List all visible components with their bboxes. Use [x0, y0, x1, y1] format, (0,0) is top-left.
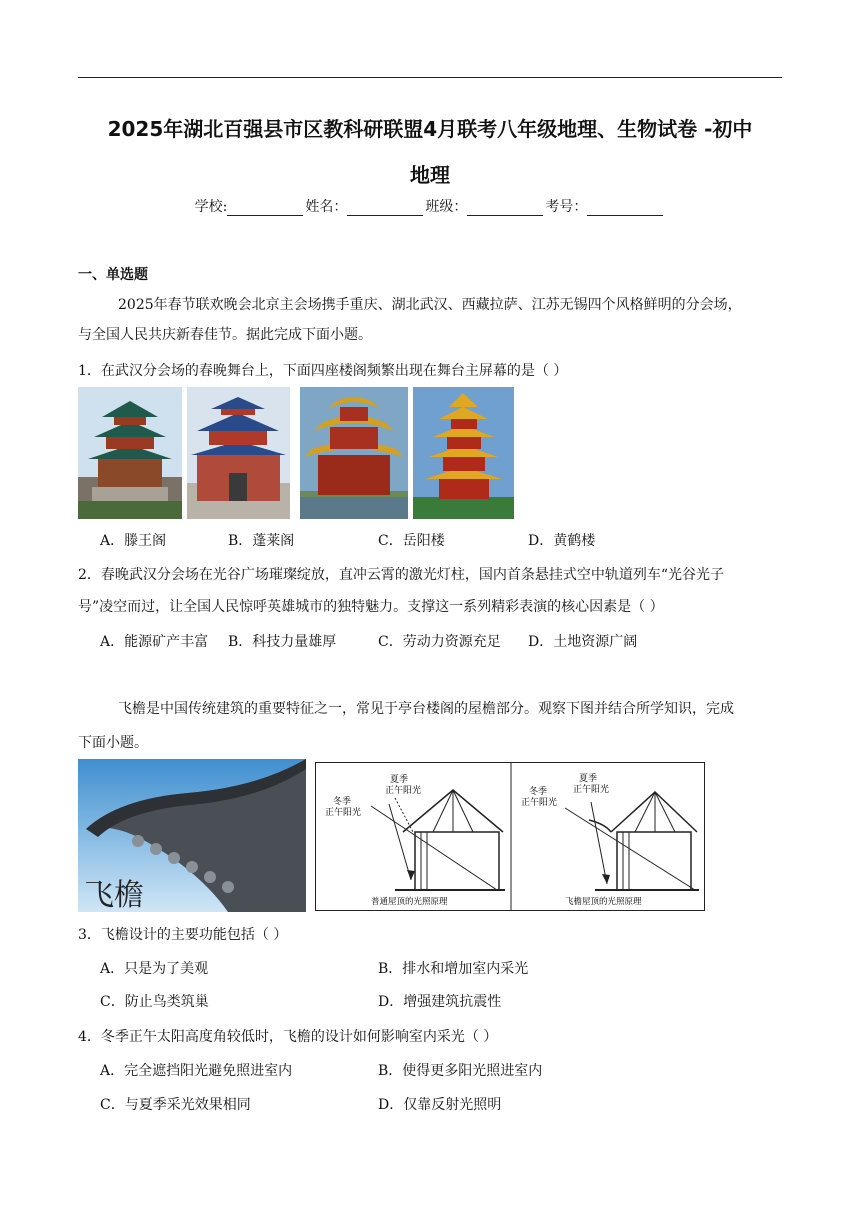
school-label: 学校:: [194, 199, 228, 215]
class-blank[interactable]: [467, 201, 543, 216]
eave-photo-label: 飞檐: [84, 878, 144, 912]
q1-option-c[interactable]: C．岳阳楼: [378, 533, 445, 549]
school-blank[interactable]: [227, 201, 303, 216]
section-heading: 一、单选题: [78, 267, 148, 283]
q1-option-d[interactable]: D．黄鹤楼: [528, 533, 596, 549]
name-blank[interactable]: [347, 201, 423, 216]
q4-stem: 4．冬季正午太阳高度角较低时，飞檐的设计如何影响室内采光（ ）: [78, 1029, 498, 1045]
student-info-line: [0, 196, 860, 216]
exam-no-label: 考号：: [545, 199, 588, 215]
left-winter-label: 冬季: [333, 797, 352, 807]
q4-option-b[interactable]: B．使得更多阳光照进室内: [378, 1063, 543, 1079]
q1-option-a[interactable]: A．滕王阁: [100, 533, 167, 549]
class-label: 班级：: [425, 199, 468, 215]
q4-option-a[interactable]: A．完全遮挡阳光避免照进室内: [100, 1063, 293, 1079]
left-winter-label2: 正午阳光: [325, 808, 362, 818]
name-label: 姓名：: [305, 199, 348, 215]
q2-option-b[interactable]: B．科技力量雄厚: [228, 634, 337, 650]
yellow-crane-tower-photo: [413, 387, 514, 519]
q3-stem: 3．飞檐设计的主要功能包括（ ）: [78, 927, 288, 943]
penglai-pavilion-photo: [187, 387, 290, 519]
right-summer-label2: 正午阳光: [573, 785, 610, 795]
intro1-line1: 2025年春节联欢晚会北京主会场携手重庆、湖北武汉、西藏拉萨、江苏无锡四个风格鲜明的分会场，: [118, 297, 742, 313]
q3-option-a[interactable]: A．只是为了美观: [100, 961, 209, 977]
left-summer-label: 夏季: [390, 775, 409, 785]
yueyang-tower-photo: [300, 387, 408, 519]
right-winter-label2: 正午阳光: [521, 798, 558, 808]
doc-title-line1: 2025年湖北百强县市区教科研联盟4月联考八年级地理、生物试卷 -初中: [107, 117, 753, 141]
tengwang-pavilion-photo: [78, 387, 182, 519]
right-winter-label: 冬季: [529, 787, 548, 797]
intro2-line1: 飞檐是中国传统建筑的重要特征之一，常见于亭台楼阁的屋檐部分。观察下图并结合所学知识，完成: [118, 701, 734, 717]
exam-no-blank[interactable]: [587, 201, 663, 216]
left-summer-label2: 正午阳光: [385, 786, 422, 796]
flying-eave-photo: [78, 759, 306, 912]
q1-stem: 1．在武汉分会场的春晚舞台上，下面四座楼阁频繁出现在舞台主屏幕的是（ ）: [78, 363, 568, 379]
q4-option-d[interactable]: D．仅靠反射光照明: [378, 1097, 502, 1113]
doc-title-line2: 地理: [410, 163, 450, 187]
q2-option-d[interactable]: D．土地资源广阔: [528, 634, 638, 650]
q3-option-d[interactable]: D．增强建筑抗震性: [378, 994, 502, 1010]
q2-option-a[interactable]: A．能源矿产丰富: [100, 634, 209, 650]
q2-stem-line2: 号”凌空而过，让全国人民惊呼英雄城市的独特魅力。支撑这一系列精彩表演的核心因素是（ ）: [78, 599, 664, 615]
roof-lighting-diagram: [315, 762, 705, 911]
intro1-line2: 与全国人民共庆新春佳节。据此完成下面小题。: [78, 327, 372, 343]
right-diagram-caption: 飞檐屋顶的光照原理: [565, 897, 642, 907]
q3-option-b[interactable]: B．排水和增加室内采光: [378, 961, 529, 977]
intro2-line2: 下面小题。: [78, 735, 148, 751]
left-diagram-caption: 普通屋顶的光照原理: [371, 897, 448, 907]
header-rule: [78, 77, 782, 78]
q2-stem-line1: 2．春晚武汉分会场在光谷广场璀璨绽放，直冲云霄的激光灯柱，国内首条悬挂式空中轨道列车“光谷光子: [78, 567, 725, 583]
q3-option-c[interactable]: C．防止鸟类筑巢: [100, 994, 209, 1010]
q1-option-b[interactable]: B．蓬莱阁: [228, 533, 295, 549]
q4-option-c[interactable]: C．与夏季采光效果相同: [100, 1097, 251, 1113]
q2-option-c[interactable]: C．劳动力资源充足: [378, 634, 501, 650]
right-summer-label: 夏季: [579, 774, 598, 784]
